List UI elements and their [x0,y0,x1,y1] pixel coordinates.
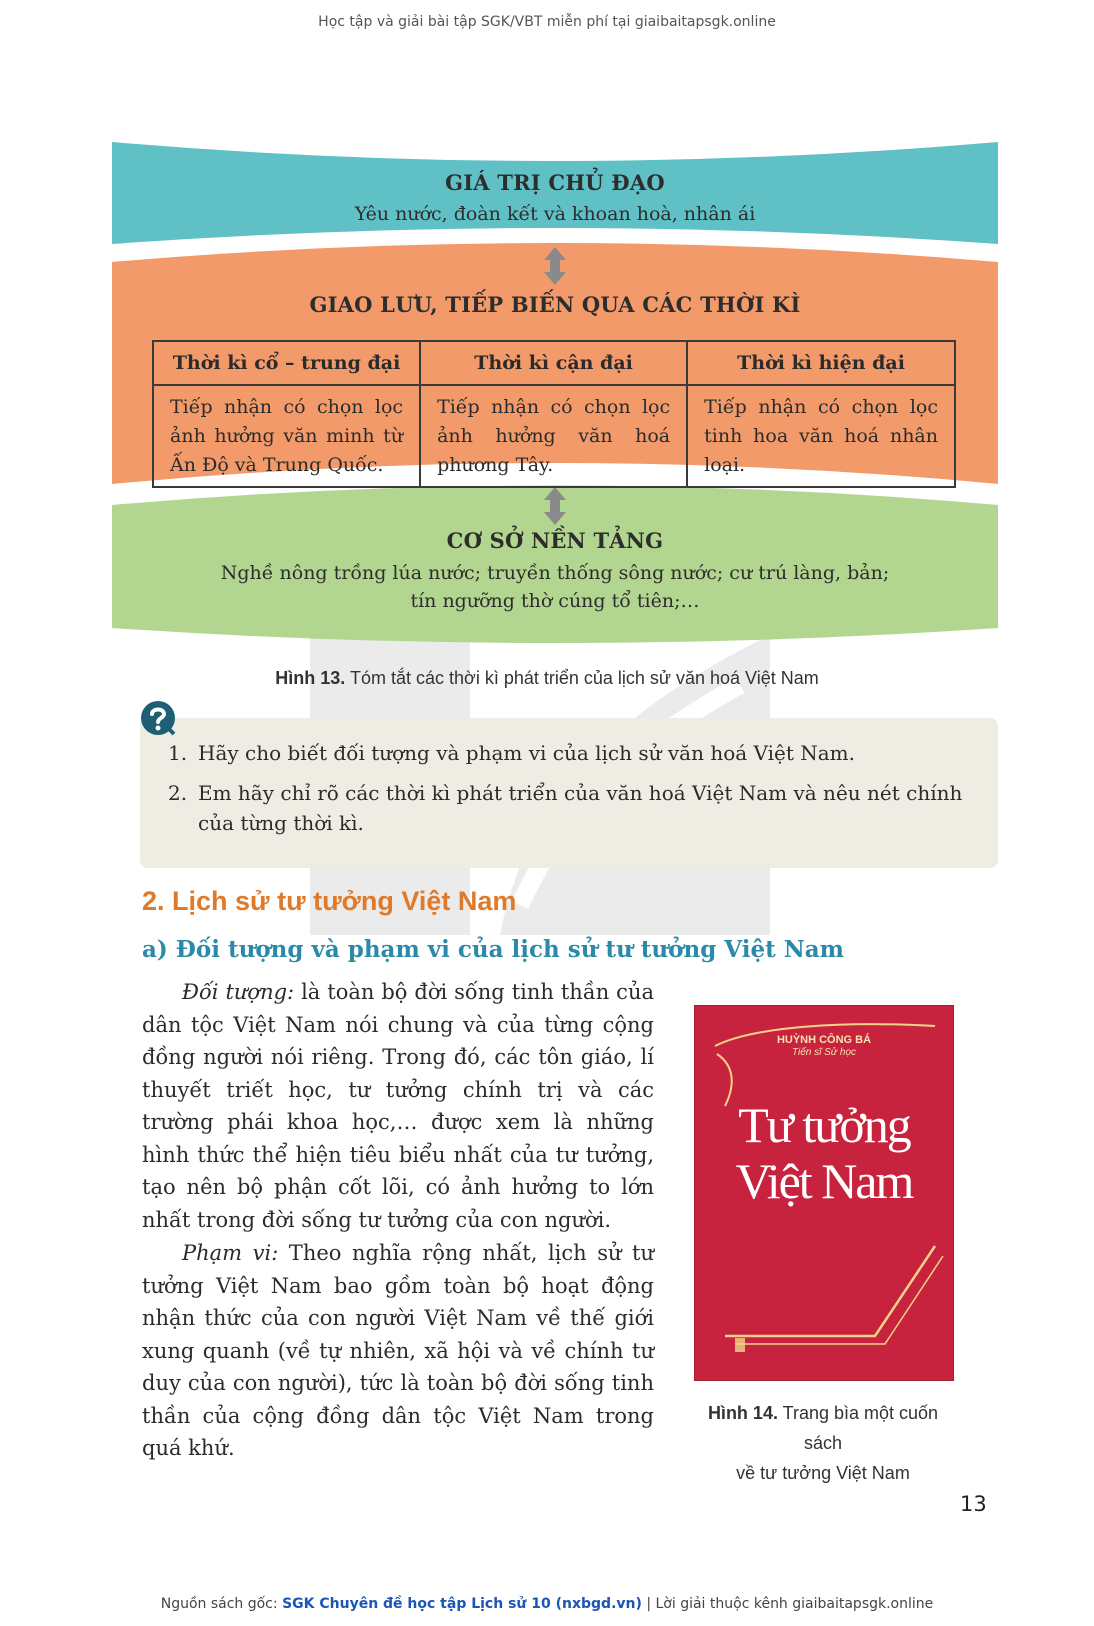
period-header: Thời kì hiện đại [687,341,955,385]
period-description: Tiếp nhận có chọn lọc ảnh hưởng văn hoá phương Tây. [420,385,687,487]
book-author: HUỲNH CÔNG BÁ [776,1034,872,1046]
figure13-label: Hình 13. [275,668,346,688]
periods-body-row [153,385,955,487]
section-subheading: a) Đối tượng và phạm vi của lịch sử tư tưởng Việt Nam [142,936,844,963]
question-item [168,778,978,838]
culture-periods-diagram [112,140,998,670]
paragraph-scope-text: Theo nghĩa rộng nhất, lịch sử tư tưởng Việt Nam bao gồm toàn bộ hoạt động nhận thức của con người Việt Nam về thế giới xung quanh (về tự nhiên, xã hội và về chính tư duy của con người), tức là toàn bộ đời sống tinh thần của cộng đồng dân tộc Việt Nam trong quá khứ. [142,1241,654,1460]
figure14-text-line1: Trang bìa một cuốn sách [782,1403,939,1453]
section-heading: 2. Lịch sử tư tưởng Việt Nam [142,886,517,916]
paragraph-object [142,976,654,1236]
bottom-band-title: CƠ SỞ NỀN TẢNG [446,528,664,553]
book-title-line2: Việt Nam [735,1153,913,1209]
footer-note [0,1596,1094,1612]
header-note: Học tập và giải bài tập SGK/VBT miễn phí tại giaibaitapsgk.online [318,14,776,30]
paragraph-object-text: là toàn bộ đời sống tinh thần của dân tộc Việt Nam nói chung và của từng cộng đồng người nói riêng. Trong đó, các tôn giáo, lí thuyết triết học, tư tưởng chính trị và các trường phái khoa học,… được xem là những hình thức thể hiện tiêu biểu nhất của tư tưởng, tạo nên bộ phận cốt lõi, có ảnh hưởng to lớn nhất trong đời sống tư tưởng của con người. [142,980,654,1232]
footer-source-link[interactable]: SGK Chuyên đề học tập Lịch sử 10 (nxbgd.vn) [282,1596,642,1612]
figure14-label: Hình 14. [707,1403,778,1423]
footer-suffix: | Lời giải thuộc kênh giaibaitapsgk.online [641,1596,934,1612]
question-text: Em hãy chỉ rõ các thời kì phát triển của văn hoá Việt Nam và nêu nét chính của từng thời kì. [198,781,963,835]
question-text: Hãy cho biết đối tượng và phạm vi của lịch sử văn hoá Việt Nam. [198,741,855,765]
book-author-title: Tiến sĩ Sử học [791,1047,857,1058]
figure13-caption [0,668,1094,689]
question-item [168,738,978,768]
paragraph-object-lead: Đối tượng: [182,980,295,1004]
period-header: Thời kì cổ – trung đại [153,341,420,385]
middle-band-title: GIAO LƯU, TIẾP BIẾN QUA CÁC THỜI KÌ [309,292,801,317]
paragraph-scope [142,1237,654,1465]
page-number: 13 [960,1492,987,1516]
question-number: 1. [168,741,188,765]
book-title-line1: Tư tưởng [738,1097,910,1153]
figure14-caption [694,1398,952,1488]
periods-header-row [153,341,955,385]
bottom-band-line1: Nghề nông trồng lúa nước; truyền thống sông nước; cư trú làng, bản; [220,562,890,584]
periods-table [152,340,956,488]
question-icon [140,700,176,736]
top-band-subtitle: Yêu nước, đoàn kết và khoan hoà, nhân ái [354,203,756,225]
period-description: Tiếp nhận có chọn lọc ảnh hưởng văn minh từ Ấn Độ và Trung Quốc. [153,385,420,487]
book-cover-image [694,1005,954,1381]
figure13-text: Tóm tắt các thời kì phát triển của lịch sử văn hoá Việt Nam [349,668,819,688]
figure14-text-line2: về tư tưởng Việt Nam [736,1463,910,1483]
question-list [168,738,978,848]
period-header: Thời kì cận đại [420,341,687,385]
footer-prefix: Nguồn sách gốc: [160,1596,283,1612]
top-band-title: GIÁ TRỊ CHỦ ĐẠO [445,170,665,195]
paragraph-scope-lead: Phạm vi: [182,1241,279,1265]
period-description: Tiếp nhận có chọn lọc tinh hoa văn hoá nhân loại. [687,385,955,487]
bottom-band-line2: tín ngưỡng thờ cúng tổ tiên;… [410,590,700,612]
question-number: 2. [168,781,188,805]
